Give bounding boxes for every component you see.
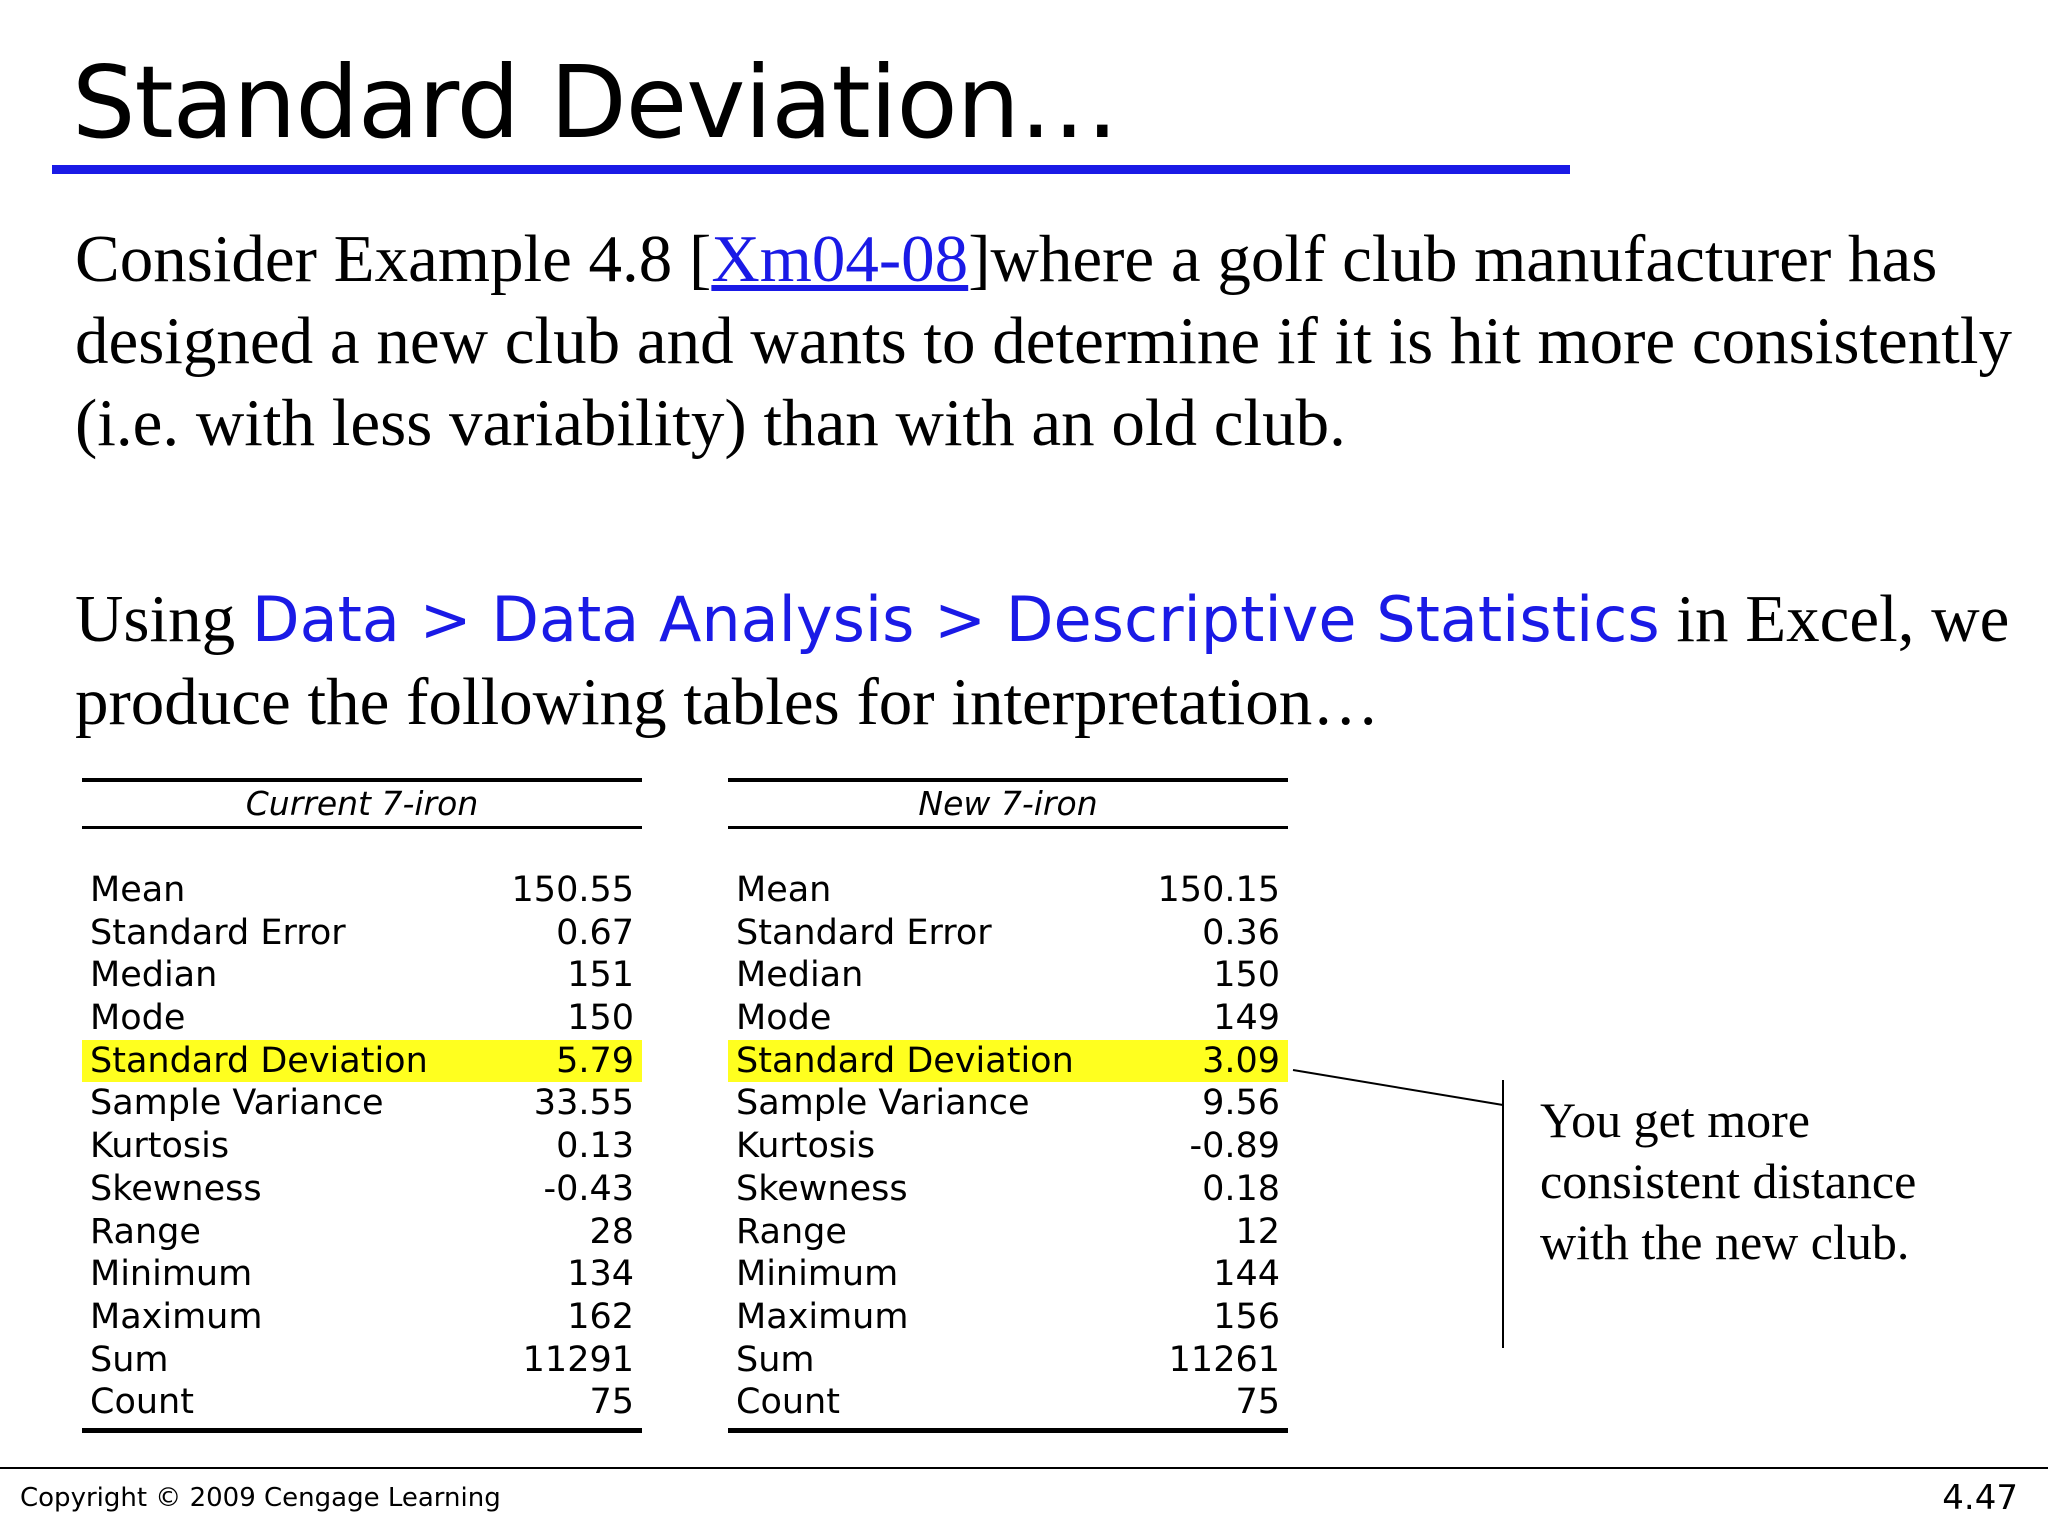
stat-label: Count (90, 1382, 194, 1423)
stat-label: Maximum (736, 1296, 909, 1337)
stat-label: Sample Variance (736, 1083, 1030, 1124)
table-row (728, 1082, 1288, 1125)
table-row (82, 954, 642, 997)
table-row (82, 997, 642, 1040)
stat-label: Sum (736, 1339, 815, 1380)
table-row (82, 1253, 642, 1296)
stat-value: 5.79 (556, 1040, 634, 1081)
table-row (728, 1253, 1288, 1296)
table-row (82, 1381, 642, 1424)
stat-value: 156 (1213, 1296, 1280, 1337)
stat-label: Range (736, 1211, 847, 1252)
table-row (82, 1082, 642, 1125)
table-row (82, 1339, 642, 1382)
table-header: New 7-iron (918, 784, 1098, 823)
table-row (82, 1211, 642, 1254)
stat-label: Mean (736, 870, 832, 910)
stat-label: Mode (90, 998, 186, 1039)
table-row (82, 1040, 642, 1083)
table-row (82, 1296, 642, 1339)
callout-pointer-line (1293, 1070, 1503, 1105)
stat-value: 12 (1235, 1211, 1280, 1252)
stat-value: 149 (1213, 998, 1280, 1039)
stat-label: Range (90, 1211, 201, 1252)
table-bottom-rule (728, 1428, 1288, 1433)
intro-text-before: Consider Example 4.8 [ (75, 222, 712, 296)
using-paragraph (75, 578, 2035, 743)
stat-value: 11261 (1168, 1339, 1280, 1380)
stat-value: 134 (567, 1254, 634, 1295)
stat-value: 150.55 (511, 870, 634, 910)
stat-value: 144 (1213, 1254, 1280, 1295)
stat-value: 0.36 (1202, 912, 1280, 953)
table-row (728, 954, 1288, 997)
table-bottom-rule (82, 1428, 642, 1433)
stat-value: 3.09 (1202, 1040, 1280, 1081)
stat-label: Skewness (90, 1168, 262, 1209)
stat-value: 28 (589, 1211, 634, 1252)
stat-value: 11291 (522, 1339, 634, 1380)
table-row (728, 997, 1288, 1040)
stat-label: Standard Deviation (90, 1040, 428, 1081)
table-row (728, 1296, 1288, 1339)
stat-value: 150 (1213, 955, 1280, 996)
stat-value: -0.43 (543, 1168, 634, 1209)
table-row (728, 1168, 1288, 1211)
stat-label: Minimum (736, 1254, 899, 1295)
stat-label: Kurtosis (90, 1126, 230, 1167)
stat-value: 75 (589, 1382, 634, 1423)
stat-label: Standard Error (736, 912, 992, 953)
stat-value: 150 (567, 998, 634, 1039)
stats-table-current (82, 778, 642, 1433)
using-text-before: Using (75, 582, 252, 656)
intro-paragraph (75, 218, 2035, 464)
stat-label: Mean (90, 870, 186, 910)
table-row (728, 1040, 1288, 1083)
stat-label: Standard Error (90, 912, 346, 953)
stat-value: 75 (1235, 1382, 1280, 1423)
stat-value: 150.15 (1157, 870, 1280, 910)
table-row (728, 1339, 1288, 1382)
excel-menu-path: Data > Data Analysis > Descriptive Statistics (251, 583, 1660, 656)
stat-label: Minimum (90, 1254, 253, 1295)
stat-label: Skewness (736, 1168, 908, 1209)
table-row (728, 1125, 1288, 1168)
stat-value: 33.55 (533, 1083, 634, 1124)
title-underline (52, 165, 1570, 174)
stat-label: Standard Deviation (736, 1040, 1074, 1081)
stat-value: 151 (567, 955, 634, 996)
stat-label: Sample Variance (90, 1083, 384, 1124)
table-row (82, 869, 642, 912)
stat-label: Median (90, 955, 218, 996)
stat-value: 0.18 (1202, 1168, 1280, 1209)
callout-note: You get more consistent distance with the new club. (1540, 1092, 1917, 1270)
page-number: 4.47 (1942, 1478, 2018, 1518)
table-row (82, 1168, 642, 1211)
stat-label: Median (736, 955, 864, 996)
intro-text-after: ]where a golf club manufacturer has designed a new club and wants to determine if it is hit more consistently (i.e. with less variability) than with an old club. (75, 222, 2012, 460)
stat-label: Count (736, 1382, 840, 1423)
dataset-link[interactable]: Xm04-08 (711, 222, 969, 296)
copyright: Copyright © 2009 Cengage Learning (20, 1483, 501, 1513)
footer-rule (0, 1467, 2048, 1469)
stat-label: Maximum (90, 1296, 263, 1337)
table-row (728, 1211, 1288, 1254)
stat-value: 9.56 (1202, 1083, 1280, 1124)
table-rows (82, 869, 642, 1424)
stat-value: 162 (567, 1296, 634, 1337)
stat-label: Mode (736, 998, 832, 1039)
table-row (728, 912, 1288, 955)
table-row (728, 869, 1288, 912)
table-row (82, 1125, 642, 1168)
stat-label: Sum (90, 1339, 169, 1380)
stats-table-new (728, 778, 1288, 1433)
stat-label: Kurtosis (736, 1126, 876, 1167)
using-text-after: in Excel, we produce the following tables for interpretation… (75, 582, 2010, 739)
slide-title: Standard Deviation… (72, 44, 1119, 161)
table-row (728, 1381, 1288, 1424)
table-header: Current 7-iron (245, 784, 479, 823)
table-rows (728, 869, 1288, 1424)
stat-value: -0.89 (1189, 1126, 1280, 1167)
stat-value: 0.13 (556, 1126, 634, 1167)
table-row (82, 912, 642, 955)
stat-value: 0.67 (556, 912, 634, 953)
